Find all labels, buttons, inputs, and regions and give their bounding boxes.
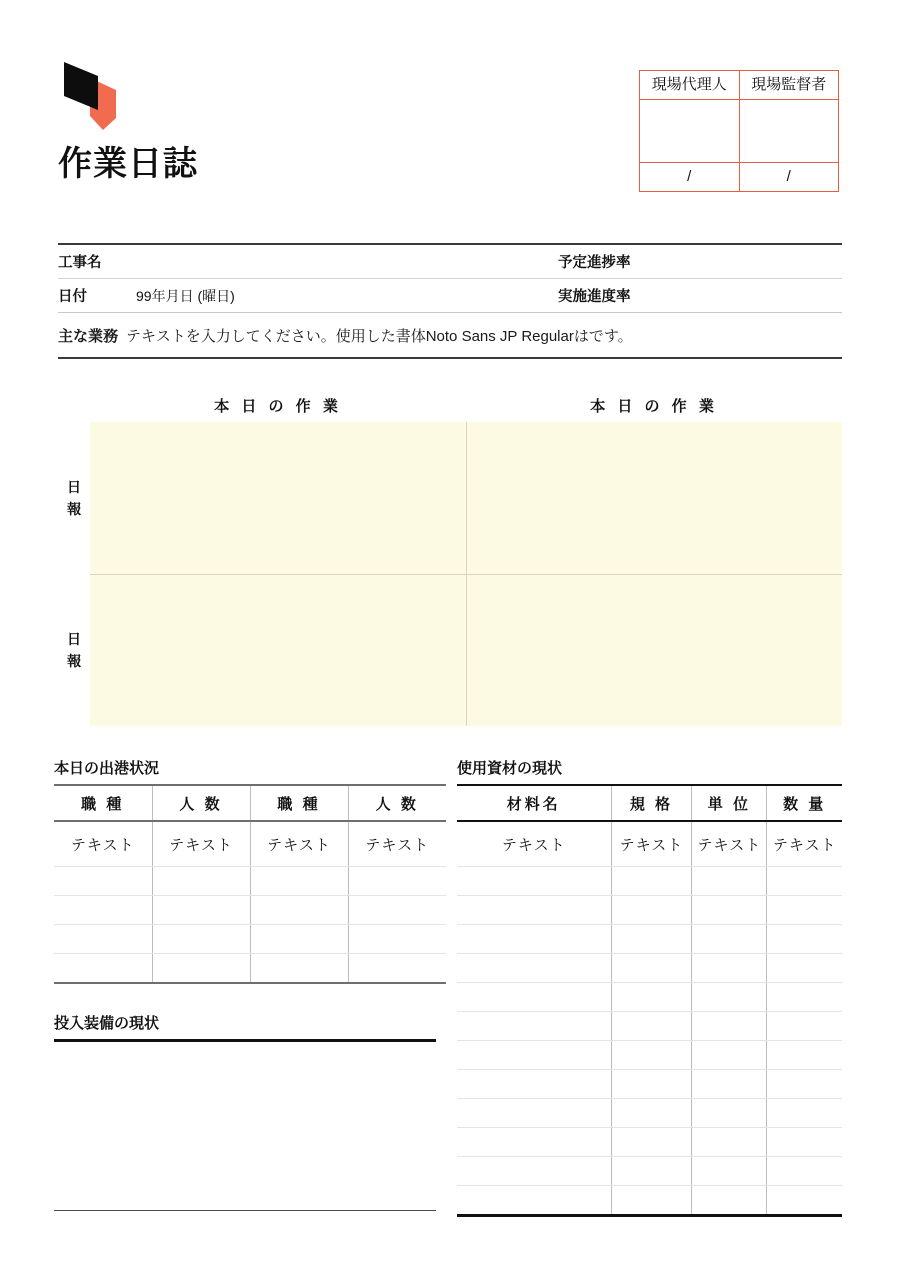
signature-date-supervisor[interactable]: / — [739, 163, 839, 192]
materials-col-qty: 数 量 — [767, 785, 842, 821]
materials-cell[interactable] — [611, 1186, 692, 1216]
materials-header-row — [457, 785, 842, 821]
attendance-cell[interactable] — [250, 954, 348, 984]
table-row — [457, 925, 842, 954]
materials-cell[interactable]: テキスト — [611, 821, 692, 867]
rail-char-bottom-1: 日 — [67, 630, 81, 647]
rail-label-top — [58, 422, 90, 574]
actual-progress-label: 実施進度率 — [558, 289, 631, 305]
signature-header-supervisor: 現場監督者 — [739, 71, 839, 100]
materials-cell[interactable] — [457, 1041, 611, 1070]
table-row — [457, 1128, 842, 1157]
daily-report-header-left: 本 日 の 作 業 — [214, 398, 342, 415]
table-row — [457, 821, 842, 867]
table-row — [54, 867, 446, 896]
planned-progress-label: 予定進捗率 — [558, 255, 631, 271]
attendance-cell[interactable] — [250, 896, 348, 925]
materials-cell[interactable] — [611, 1012, 692, 1041]
page-title: 作業日誌 — [58, 146, 198, 183]
materials-cell[interactable] — [611, 867, 692, 896]
materials-cell[interactable] — [457, 954, 611, 983]
equipment-input-area[interactable] — [54, 1039, 436, 1211]
materials-cell[interactable] — [611, 1099, 692, 1128]
main-task-label: 主な業務 — [58, 327, 119, 345]
daily-report-cell-bottom-right[interactable] — [466, 574, 842, 726]
company-logo — [60, 56, 122, 134]
date-label: 日付 — [58, 289, 87, 305]
attendance-col-count-1: 人 数 — [152, 785, 250, 821]
table-row — [457, 1186, 842, 1216]
materials-cell[interactable] — [457, 983, 611, 1012]
equipment-title: 投入装備の現状 — [54, 1015, 160, 1032]
signature-date-row — [640, 163, 839, 192]
materials-cell[interactable] — [457, 1157, 611, 1186]
materials-cell[interactable] — [457, 1099, 611, 1128]
daily-report-rail — [58, 422, 90, 726]
attendance-cell[interactable] — [348, 954, 446, 984]
main-task-row — [58, 313, 842, 357]
signature-blank-row — [640, 100, 839, 163]
attendance-cell[interactable] — [348, 925, 446, 954]
daily-report-cell-top-right[interactable] — [466, 422, 842, 574]
attendance-cell[interactable]: テキスト — [348, 821, 446, 867]
materials-cell[interactable] — [767, 1041, 842, 1070]
materials-cell[interactable] — [692, 867, 767, 896]
main-task-value[interactable]: テキストを入力してください。使用した書体Noto Sans JP Regularはです。 — [126, 327, 633, 345]
materials-cell[interactable] — [457, 1186, 611, 1216]
attendance-cell[interactable] — [54, 954, 152, 984]
materials-cell[interactable] — [767, 1186, 842, 1216]
attendance-cell[interactable] — [152, 954, 250, 984]
attendance-cell[interactable]: テキスト — [152, 821, 250, 867]
attendance-cell[interactable] — [54, 896, 152, 925]
attendance-cell[interactable] — [54, 925, 152, 954]
materials-col-unit: 単 位 — [692, 785, 767, 821]
left-column — [54, 757, 446, 1211]
materials-cell[interactable] — [611, 1157, 692, 1186]
materials-col-name: 材料名 — [457, 785, 611, 821]
attendance-header-row — [54, 785, 446, 821]
attendance-thead — [54, 785, 446, 821]
materials-cell[interactable] — [692, 1099, 767, 1128]
materials-cell[interactable] — [611, 925, 692, 954]
attendance-tbody — [54, 821, 446, 983]
table-row — [457, 1012, 842, 1041]
materials-cell[interactable] — [692, 1012, 767, 1041]
materials-cell[interactable] — [692, 954, 767, 983]
rail-label-bottom-text — [67, 628, 81, 673]
materials-cell[interactable] — [692, 1128, 767, 1157]
materials-cell[interactable] — [692, 896, 767, 925]
daily-report-section — [58, 392, 842, 726]
materials-cell[interactable] — [611, 1070, 692, 1099]
rail-char-bottom-2: 報 — [67, 653, 81, 669]
rail-char-top-1: 日 — [67, 478, 81, 495]
materials-cell[interactable] — [611, 954, 692, 983]
materials-thead — [457, 785, 842, 821]
attendance-col-count-2: 人 数 — [348, 785, 446, 821]
materials-cell[interactable] — [767, 954, 842, 983]
materials-cell[interactable] — [692, 983, 767, 1012]
materials-cell[interactable] — [457, 867, 611, 896]
date-value[interactable]: 99年月日 (曜日) — [136, 287, 235, 304]
rail-label-top-text — [67, 476, 81, 521]
right-column — [457, 757, 842, 1217]
materials-cell[interactable] — [767, 1099, 842, 1128]
logo-dark-shape — [64, 62, 98, 110]
table-row — [54, 821, 446, 867]
table-row — [457, 896, 842, 925]
materials-cell[interactable] — [457, 1128, 611, 1157]
attendance-cell[interactable] — [348, 896, 446, 925]
materials-cell[interactable] — [767, 925, 842, 954]
rail-char-top-2: 報 — [67, 501, 81, 517]
table-row — [457, 1070, 842, 1099]
attendance-cell[interactable] — [348, 867, 446, 896]
attendance-table — [54, 784, 446, 984]
daily-report-rail-spacer — [58, 392, 90, 422]
daily-report-cells — [90, 422, 842, 726]
signature-header-row — [640, 71, 839, 100]
table-row — [457, 983, 842, 1012]
info-row-date — [58, 279, 842, 312]
materials-table — [457, 784, 842, 1217]
project-info-block — [58, 243, 842, 359]
materials-cell[interactable]: テキスト — [767, 821, 842, 867]
materials-cell[interactable] — [692, 925, 767, 954]
daily-report-cell-top-left[interactable] — [90, 422, 466, 574]
signature-blank-agent[interactable] — [640, 100, 740, 163]
table-row — [54, 925, 446, 954]
signature-date-agent[interactable]: / — [640, 163, 740, 192]
materials-cell[interactable] — [767, 867, 842, 896]
table-row — [54, 954, 446, 984]
materials-cell[interactable] — [767, 1012, 842, 1041]
daily-report-body — [58, 422, 842, 726]
table-row — [457, 954, 842, 983]
attendance-cell[interactable]: テキスト — [250, 821, 348, 867]
materials-cell[interactable] — [457, 896, 611, 925]
materials-cell[interactable] — [692, 1070, 767, 1099]
materials-cell[interactable] — [611, 1041, 692, 1070]
attendance-cell[interactable] — [152, 867, 250, 896]
attendance-col-trade-2: 職 種 — [250, 785, 348, 821]
attendance-cell[interactable]: テキスト — [54, 821, 152, 867]
daily-report-cell-bottom-left[interactable] — [90, 574, 466, 726]
materials-cell[interactable] — [692, 1186, 767, 1216]
materials-cell[interactable] — [767, 1157, 842, 1186]
table-row — [457, 1157, 842, 1186]
materials-cell[interactable] — [692, 1157, 767, 1186]
rail-label-bottom — [58, 574, 90, 726]
materials-cell[interactable] — [767, 983, 842, 1012]
table-row — [457, 1041, 842, 1070]
daily-report-headers — [58, 392, 842, 422]
table-row — [54, 896, 446, 925]
materials-cell[interactable]: テキスト — [692, 821, 767, 867]
materials-cell[interactable] — [767, 1128, 842, 1157]
construction-name-label: 工事名 — [58, 255, 102, 271]
materials-cell[interactable] — [611, 1128, 692, 1157]
attendance-cell[interactable] — [54, 867, 152, 896]
signature-blank-supervisor[interactable] — [739, 100, 839, 163]
signature-header-agent: 現場代理人 — [640, 71, 740, 100]
materials-cell[interactable] — [767, 896, 842, 925]
materials-cell[interactable] — [457, 925, 611, 954]
materials-col-spec: 規 格 — [611, 785, 692, 821]
table-row — [457, 867, 842, 896]
attendance-cell[interactable] — [152, 925, 250, 954]
attendance-cell[interactable] — [152, 896, 250, 925]
attendance-cell[interactable] — [250, 925, 348, 954]
materials-title: 使用資材の現状 — [457, 760, 563, 777]
materials-cell[interactable] — [457, 1012, 611, 1041]
attendance-cell[interactable] — [250, 867, 348, 896]
materials-cell[interactable]: テキスト — [457, 821, 611, 867]
info-row-construction — [58, 245, 842, 278]
materials-tbody — [457, 821, 842, 1216]
table-row — [457, 1099, 842, 1128]
materials-cell[interactable] — [457, 1070, 611, 1099]
materials-cell[interactable] — [611, 983, 692, 1012]
attendance-col-trade-1: 職 種 — [54, 785, 152, 821]
attendance-title: 本日の出港状況 — [54, 760, 160, 777]
info-section-end-rule — [58, 357, 842, 359]
signature-table — [639, 70, 839, 192]
materials-cell[interactable] — [692, 1041, 767, 1070]
daily-report-header-right: 本 日 の 作 業 — [590, 398, 718, 415]
materials-cell[interactable] — [767, 1070, 842, 1099]
equipment-section — [54, 1012, 446, 1211]
materials-cell[interactable] — [611, 896, 692, 925]
